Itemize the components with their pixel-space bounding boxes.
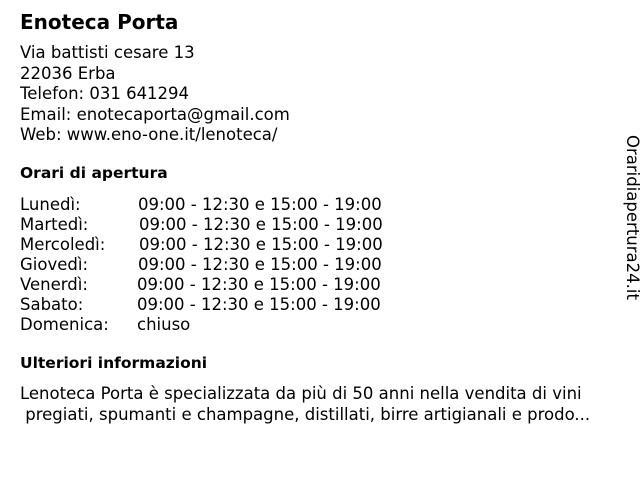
time-range: 09:00 - 12:30 e 15:00 - 19:00 [139,235,383,254]
day-label: Venerdì: [20,275,88,294]
watermark-text: Oraridiapertura24.it [623,135,642,300]
address-block [20,43,290,146]
phone-number: Telefon: 031 641294 [20,84,190,103]
website-url: Web: www.eno-one.it/lenoteca/ [20,125,278,144]
description-line: Lenoteca Porta è specializzata da più di 50 anni nella vendita di vini [20,384,582,403]
time-range: 09:00 - 12:30 e 15:00 - 19:00 [138,195,382,214]
time-range: chiuso [137,315,191,334]
day-label: Lunedì: [20,195,81,214]
day-label: Mercoledì: [20,235,106,254]
time-range: 09:00 - 12:30 e 15:00 - 19:00 [137,275,381,294]
time-range: 09:00 - 12:30 e 15:00 - 19:00 [138,255,382,274]
city: 22036 Erba [20,63,116,83]
street-address: Via battisti cesare 13 [20,43,195,62]
day-label: Domenica: [20,315,109,334]
email-address: Email: enotecaporta@gmail.com [20,104,290,124]
info-heading: Ulteriori informazioni [20,354,208,372]
description-line: pregiati, spumanti e champagne, distillati, birre artigianali e prodo... [20,405,591,424]
description [20,383,590,425]
hours-heading: Orari di apertura [20,164,168,182]
time-range: 09:00 - 12:30 e 15:00 - 19:00 [137,295,381,314]
day-label: Giovedì: [20,255,88,274]
day-label: Sabato: [20,295,84,314]
time-range: 09:00 - 12:30 e 15:00 - 19:00 [139,215,383,234]
business-name: Enoteca Porta [20,10,179,34]
day-label: Martedì: [20,215,89,234]
